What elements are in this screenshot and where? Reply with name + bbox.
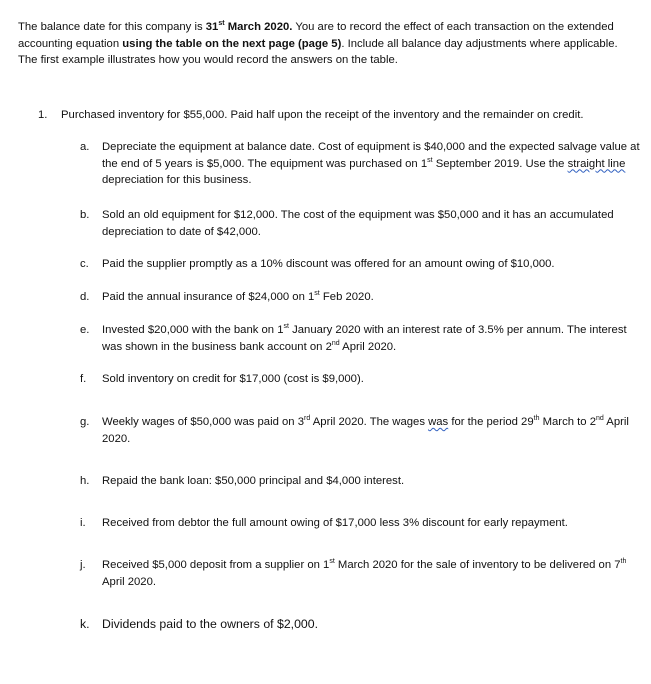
list-item-i	[80, 515, 640, 532]
item-text: Dividends paid to the owners of $2,000.	[102, 617, 319, 631]
list-item-e	[80, 322, 640, 355]
item-text: Received from debtor the full amount owing of $17,000 less 3% discount for early repayment.	[102, 517, 568, 529]
spellcheck-underline: was	[428, 416, 449, 428]
spellcheck-underline: straight line	[567, 157, 626, 170]
item-label: c.	[80, 258, 89, 270]
list-item-f	[80, 371, 640, 388]
list-item-g	[80, 414, 640, 447]
table-reference: using the table on the next page (page 5)	[122, 37, 342, 50]
list-item-d	[80, 289, 640, 306]
item-text: Paid the supplier promptly as a 10% discount was offered for an amount owing of $10,000.	[102, 258, 555, 270]
intro-text: You are to record the effect of each transaction on the extended accounting equation	[18, 21, 614, 50]
item-text: Depreciate the equipment at balance date. Cost of equipment is $40,000 and the expected salvage value at the end of 5 years is $5,000. The equipment was purchased on 1st September 2019. Use the straight line depreciation for this business.	[102, 141, 640, 187]
item-text: Repaid the bank loan: $50,000 principal and $4,000 interest.	[102, 475, 405, 487]
item-text: Sold inventory on credit for $17,000 (cost is $9,000).	[102, 373, 364, 385]
item-text: Sold an old equipment for $12,000. The cost of the equipment was $50,000 and it has an accumulated depreciation to date of $42,000.	[102, 209, 614, 238]
intro-text: . Include all balance day adjustments where applicable. The first example illustrates how you would record the answers on the table.	[18, 37, 618, 67]
item-label: d.	[80, 291, 90, 303]
item-label: j.	[80, 559, 86, 571]
item-label: i.	[80, 517, 86, 529]
item-label: f.	[80, 373, 87, 385]
item-text: Paid the annual insurance of $24,000 on 1st Feb 2020.	[102, 290, 374, 303]
item-text: Weekly wages of $50,000 was paid on 3rd April 2020. The wages was for the period 29th March to 2nd April 2020.	[102, 415, 629, 445]
item-label: e.	[80, 324, 90, 336]
question-text: Purchased inventory for $55,000. Paid half upon the receipt of the inventory and the remainder on credit.	[61, 109, 584, 121]
item-label: h.	[80, 475, 90, 487]
item-text: Received $5,000 deposit from a supplier on 1st March 2020 for the sale of inventory to be delivered on 7th April 2020.	[102, 558, 627, 588]
list-item-b	[80, 207, 640, 240]
balance-date: 31st March 2020.	[205, 20, 293, 33]
instructions-paragraph	[18, 19, 638, 69]
item-label: k.	[80, 617, 90, 631]
list-item-c	[80, 256, 640, 273]
question-number: 1.	[38, 109, 48, 121]
intro-text: The balance date for this company is	[18, 21, 206, 33]
item-text: Invested $20,000 with the bank on 1st January 2020 with an interest rate of 3.5% per annum. The interest was shown in the business bank account on 2nd April 2020.	[102, 323, 627, 353]
question-1	[38, 107, 638, 124]
item-label: g.	[80, 416, 90, 428]
list-item-j	[80, 557, 640, 590]
item-label: b.	[80, 209, 90, 221]
list-item-k	[80, 615, 640, 633]
list-item-h	[80, 473, 640, 490]
item-label: a.	[80, 141, 90, 153]
list-item-a	[80, 139, 640, 189]
